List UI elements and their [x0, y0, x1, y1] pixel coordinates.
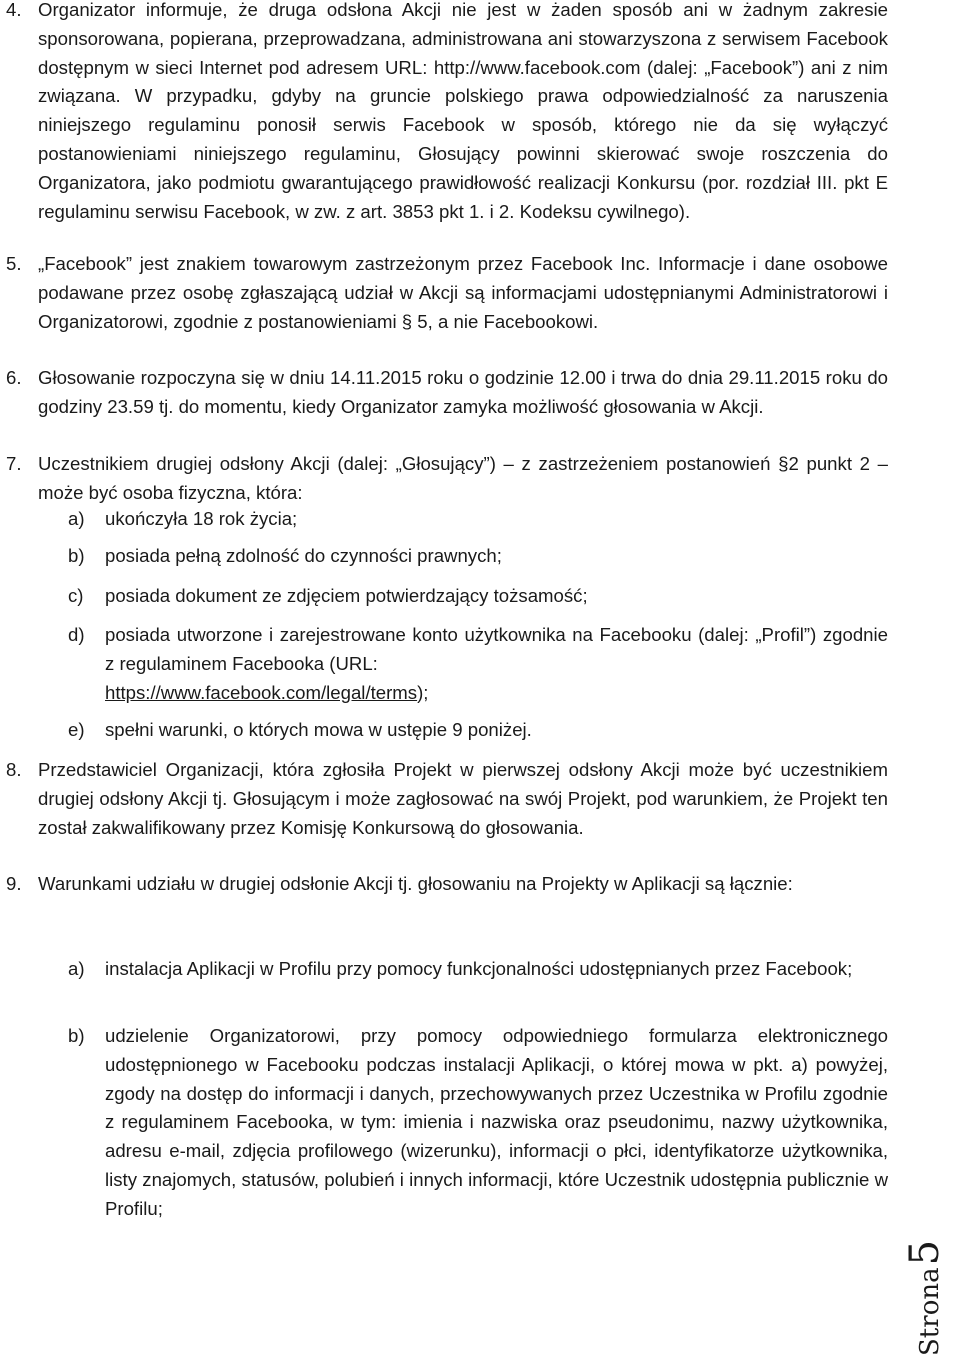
paragraph-number: 7.	[6, 453, 22, 474]
list-item-9b: b) udzielenie Organizatorowi, przy pomocy odpowiedniego formularza elektronicznego udostępnionego w Facebooku podczas instalacji Aplikacji, o której mowa w pkt. a) powyżej, zgody na dostęp do informacji i danych, przechowywanych przez Uczestnika w Profilu zgodnie z regulaminem Facebooka, w tym: imienia i nazwiska oraz pseudonimu, nazwy użytkownika, adresu e-mail, zdjęcia profilowego (wizerunku), informacji o płci, identyfikatorze użytkownika, listy znajomych, statusów, polubień i innych informacji, które Uczestnik udostępnia publicznie w Profilu;	[105, 1022, 888, 1224]
facebook-terms-link[interactable]: https://www.facebook.com/legal/terms	[105, 681, 418, 703]
paragraph-number: 4.	[6, 0, 22, 20]
paragraph-text: Głosowanie rozpoczyna się w dniu 14.11.2015 roku o godzinie 12.00 i trwa do dnia 29.11.2015 roku do godziny 23.59 tj. do momentu, kiedy Organizator zamyka możliwość głosowania w Akcji.	[38, 367, 889, 417]
list-letter: b)	[68, 1025, 85, 1046]
list-item-7a: a) ukończyła 18 rok życia;	[105, 505, 888, 534]
page-number-footer	[902, 1240, 948, 1356]
paragraph-number: 9.	[6, 873, 22, 894]
paragraph-text: Przedstawiciel Organizacji, która zgłosiła Projekt w pierwszej odsłony Akcji może być uczestnikiem drugiej odsłony Akcji tj. Głosującym i może zagłosować na swój Projekt, pod warunkiem, że Projekt ten został zakwalifikowany przez Komisję Konkursową do głosowania.	[38, 759, 889, 838]
list-letter: c)	[68, 585, 84, 606]
paragraph-number: 6.	[6, 367, 22, 388]
list-letter: a)	[68, 508, 85, 529]
list-letter: d)	[68, 624, 85, 645]
list-item-7d: d) posiada utworzone i zarejestrowane konto użytkownika na Facebooku (dalej: „Profil”) zgodnie z regulaminem Facebooka (URL: https://www.facebook.com/legal/terms);	[105, 621, 888, 707]
paragraph-text: Organizator informuje, że druga odsłona Akcji nie jest w żaden sposób ani w żadnym zakresie sponsorowana, popierana, przeprowadzana, administrowana ani stowarzyszona z serwisem Facebook dostępnym w sieci Internet pod adresem URL: http://www.facebook.com (dalej: „Facebook”) ani z nim związana. W przypadku, gdyby na gruncie polskiego prawa odpowiedzialność za naruszenia niniejszego regulaminu ponosił serwis Facebook w sposób, którego nie da się wyłączyć postanowieniami niniejszego regulaminu, Głosujący powinni skierować swoje roszczenia do Organizatora, jako podmiotu gwarantującego prawidłowość realizacji Konkursu (por. rozdział III. pkt E regulaminu serwisu Facebook, w zw. z art. 3853 pkt 1. i 2. Kodeksu cywilnego).	[38, 0, 889, 222]
paragraph-5	[6, 250, 888, 336]
list-letter: a)	[68, 958, 85, 979]
paragraph-text: „Facebook” jest znakiem towarowym zastrzeżonym przez Facebook Inc. Informacje i dane osobowe podawane przez osobę zgłaszającą udział w Akcji są informacjami udostępnianymi Administratorowi i Organizatorowi, zgodnie z postanowieniami § 5, a nie Facebookowi.	[38, 253, 888, 332]
page-label: Strona	[915, 1267, 945, 1356]
paragraph-8	[6, 756, 889, 842]
list-item-9a: a) instalacja Aplikacji w Profilu przy pomocy funkcjonalności udostępnianych przez Facebook;	[105, 955, 888, 984]
page-number: 5	[902, 1239, 948, 1266]
list-letter: b)	[68, 545, 85, 566]
paragraph-4	[6, 0, 889, 226]
paragraph-6	[6, 364, 889, 422]
list-letter: e)	[68, 719, 85, 740]
paragraph-number: 8.	[6, 759, 22, 780]
list-item-7c: c) posiada dokument ze zdjęciem potwierdzający tożsamość;	[105, 582, 888, 611]
paragraph-text: Uczestnikiem drugiej odsłony Akcji (dalej: „Głosujący”) – z zastrzeżeniem postanowień §2 punkt 2 – może być osoba fizyczna, która:	[38, 453, 889, 503]
paragraph-9	[6, 870, 888, 899]
list-item-7b: b) posiada pełną zdolność do czynności prawnych;	[105, 542, 888, 571]
list-item-7e: e) spełni warunki, o których mowa w ustępie 9 poniżej.	[105, 716, 888, 745]
paragraph-text: Warunkami udziału w drugiej odsłonie Akcji tj. głosowaniu na Projekty w Aplikacji są łącznie:	[38, 873, 793, 894]
paragraph-number: 5.	[6, 253, 22, 274]
paragraph-7	[6, 450, 889, 508]
